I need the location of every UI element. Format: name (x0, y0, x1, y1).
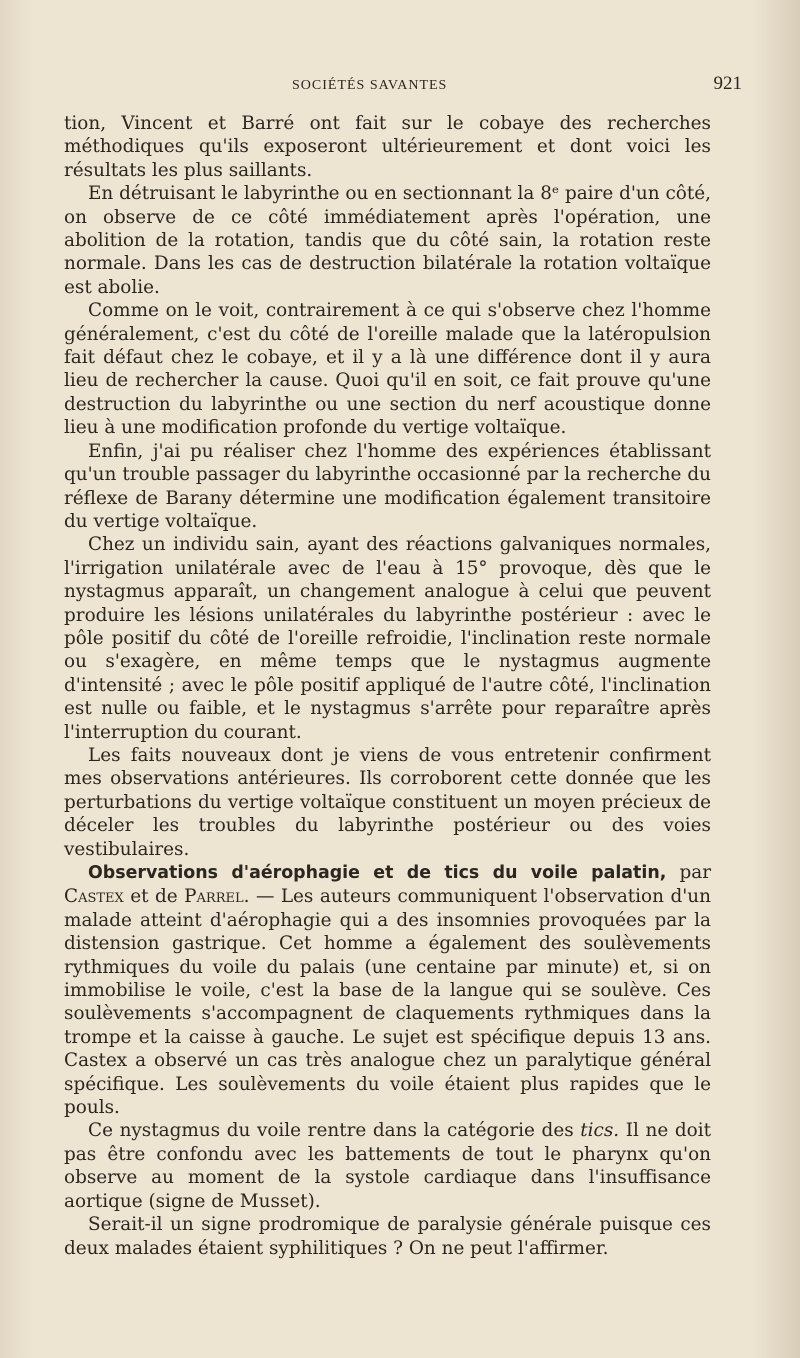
author-parrel: Parrel. (184, 886, 250, 908)
tics-word: tics. (580, 1120, 620, 1142)
paragraph-6: Les faits nouveaux dont je viens de vous entretenir confirment mes observations antérieures. Ils corroborent cette donnée que les perturbations du vertige voltaïque constituent un moyen précieux de déceler les troubles du labyrinthe postérieur ou des voies vestibulaires. (64, 744, 711, 860)
paragraph-3: Comme on le voit, contrairement à ce qui s'observe chez l'homme généralement, c'est du côté de l'oreille malade que la latéropulsion fait défaut chez le cobaye, et il y a là une différence dont il y aura lieu de rechercher la cause. Quoi qu'il en soit, ce fait prouve qu'une destruction du labyrinthe ou une section du nerf acoustique donne lieu à une modification profonde du vertige voltaïque. (64, 300, 711, 439)
running-head: SOCIÉTÉS SAVANTES (292, 78, 448, 93)
paragraph-2: En détruisant le labyrinthe ou en sectionnant la 8ᵉ paire d'un côté, on observe de ce côté immédiatement après l'opération, une abolition de la rotation, tandis que du côté sain, la rotation reste normale. Dans les cas de destruction bilatérale la rotation voltaïque est abolie. (64, 183, 711, 298)
paragraph-4: Enfin, j'ai pu réaliser chez l'homme des expériences établissant qu'un trouble passager du labyrinthe occasionné par la recherche du réflexe de Barany détermine une modification également transitoire du vertige voltaïque. (64, 440, 711, 532)
article-body (64, 112, 711, 1260)
author-castex: Castex (64, 886, 124, 908)
paragraph-8-start: Ce nystagmus du voile rentre dans la catégorie des (88, 1120, 574, 1142)
paragraph-7-text: — Les auteurs communiquent l'observation d'un malade atteint d'aérophagie qui a des insomnies provoquées par la distension gastrique. Cet homme a également des soulèvements rythmiques du voile du palais (une centaine par minute) et, si on immobilise le voile, c'est la base de la langue qui se soulève. Ces soulèvements s'accompagnent de claquements rythmiques dans la trompe et la caisse à gauche. Le sujet est spécifique depuis 13 ans. Castex a observé un cas très analogue chez un paralytique général spécifique. Les soulèvements du voile étaient plus rapides que le pouls. (64, 886, 711, 1119)
paragraph-9: Serait-il un signe prodromique de paralysie générale puisque ces deux malades étaient syphilitiques ? On ne peut l'affirmer. (64, 1214, 711, 1259)
page-header (66, 73, 746, 102)
paragraph-1: tion, Vincent et Barré ont fait sur le cobaye des recherches méthodiques qu'ils exposeront ultérieurement et dont voici les résultats les plus saillants. (64, 113, 711, 181)
paragraph-8 (64, 1119, 711, 1213)
et-de-word: et de (130, 886, 178, 908)
paragraph-7 (64, 861, 711, 1119)
paragraph-8-end: Il ne doit pas être confondu avec les battements de tout le pharynx qu'on observe au moment de la systole cardiaque dans l'insuffisance aortique (signe de Musset). (64, 1120, 711, 1212)
section-heading: Observations d'aérophagie et de tics du voile palatin, (88, 863, 667, 883)
paragraph-5: Chez un individu sain, ayant des réactions galvaniques normales, l'irrigation unilatérale avec de l'eau à 15° provoque, dès que le nystagmus apparaît, un changement analogue à celui que peuvent produire les lésions unilatérales du labyrinthe postérieur : avec le pôle positif du côté de l'oreille refroidie, l'inclination reste normale ou s'exagère, en même temps que le nystagmus augmente d'intensité ; avec le pôle positif appliqué de l'autre côté, l'inclination est nulle ou faible, et le nystagmus s'arrête pour reparaître après l'interruption du courant. (64, 534, 711, 743)
par-word: par (679, 862, 711, 883)
page-number: 921 (713, 73, 742, 94)
